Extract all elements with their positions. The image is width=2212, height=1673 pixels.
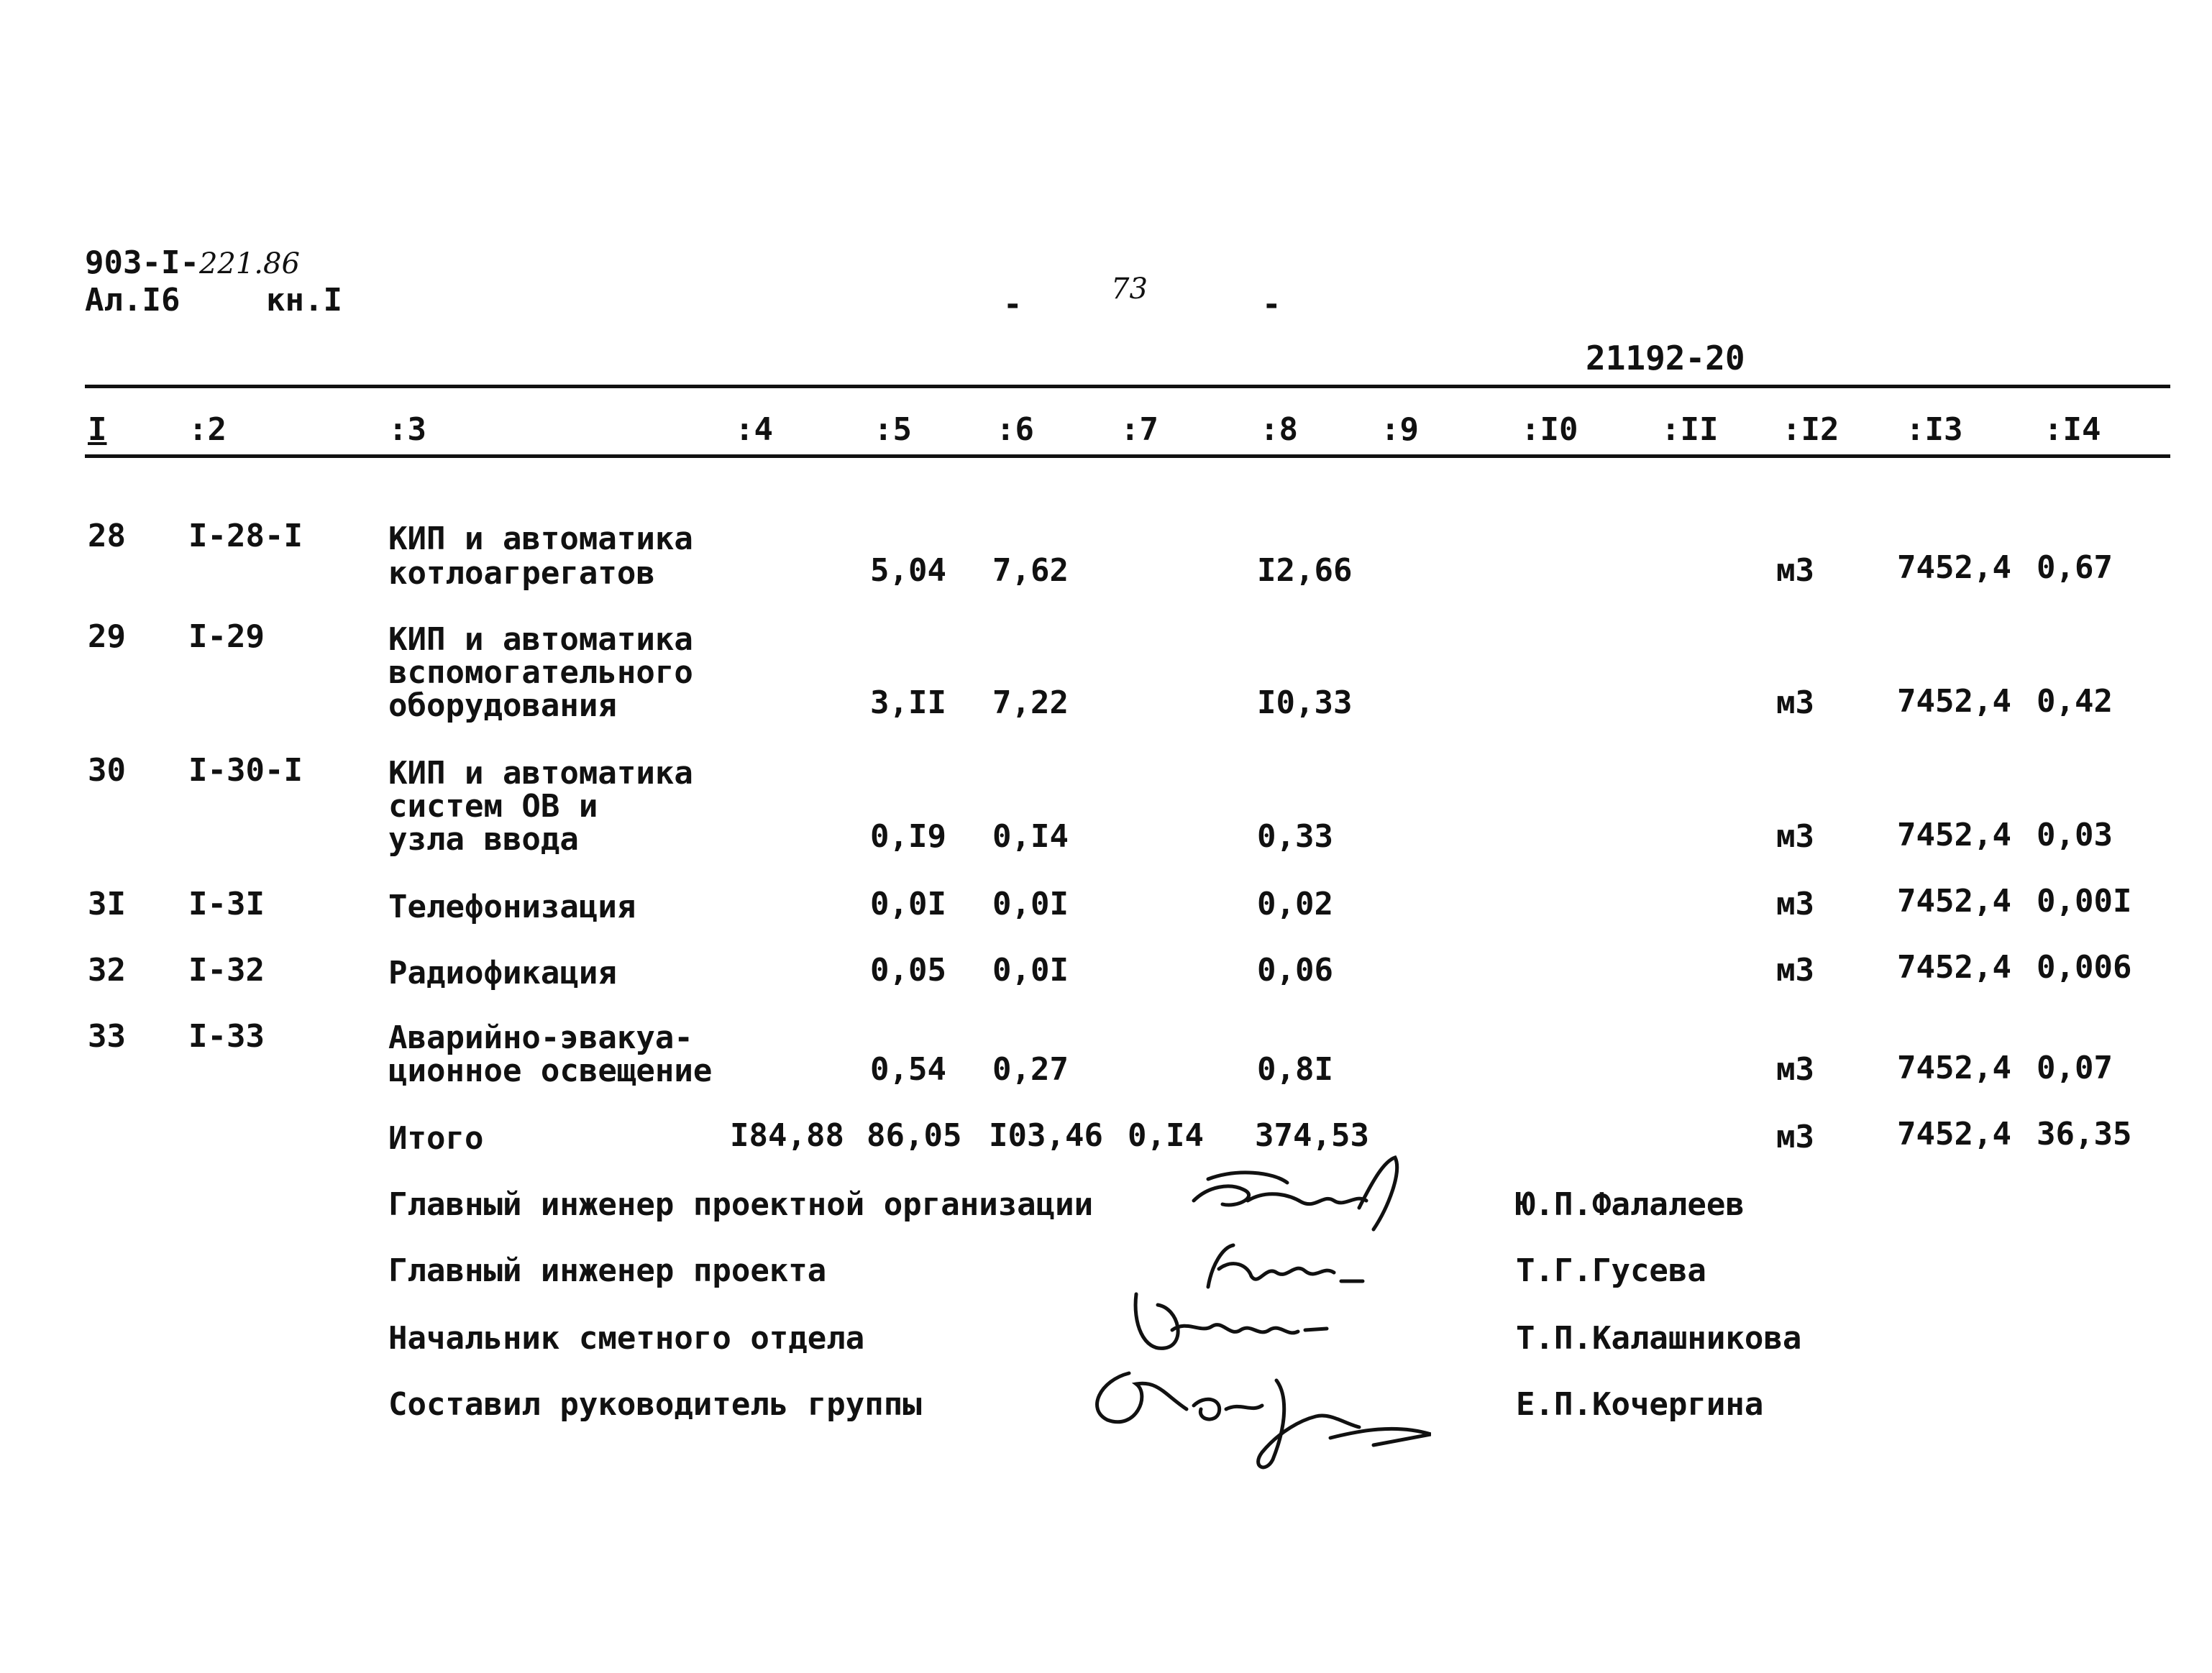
doc-code [85, 246, 300, 281]
col-header-7: :7 [1120, 411, 1158, 448]
signature-name: Е.П.Кочергина [1516, 1386, 1764, 1423]
signature-handwriting [1071, 1352, 1431, 1481]
cell-col6: 7,62 [992, 552, 1069, 589]
signature-role: Главный инженер проектной организации [388, 1186, 1094, 1223]
col-header-11: :II [1661, 411, 1719, 448]
total-unit: м3 [1776, 1119, 1814, 1155]
col-header-4: :4 [735, 411, 773, 448]
row-desc-line: систем ОВ и [388, 788, 598, 825]
page-dash-left: - [1003, 286, 1023, 323]
col-header-3: :3 [388, 411, 426, 448]
row-number: 30 [88, 752, 126, 789]
cell-col13: 7452,4 [1897, 683, 2011, 720]
row-desc-line: вспомогательного [388, 654, 693, 691]
total-col7: 0,I4 [1128, 1117, 1204, 1154]
row-number: 3I [88, 886, 126, 922]
cell-col13: 7452,4 [1897, 949, 2011, 986]
row-desc-line: оборудования [388, 687, 617, 724]
cell-col8: I2,66 [1257, 552, 1353, 589]
cell-col8: 0,8I [1257, 1051, 1333, 1088]
cell-col8: 0,06 [1257, 952, 1333, 989]
cell-col13: 7452,4 [1897, 883, 2011, 920]
cell-col5: 0,05 [870, 952, 946, 989]
col-header-2: :2 [188, 411, 227, 448]
col-header-6: :6 [996, 411, 1034, 448]
cell-col6: 0,0I [992, 886, 1069, 922]
row-desc-line: КИП и автоматика [388, 755, 693, 792]
cell-col14: 0,006 [2037, 949, 2132, 986]
cell-col14: 0,07 [2037, 1050, 2113, 1086]
album-label: Ал.I6 [85, 282, 180, 318]
cell-unit: м3 [1776, 684, 1814, 721]
cell-col14: 0,00I [2037, 883, 2132, 920]
doc-code-typed: 903-I- [85, 244, 199, 281]
signature-role: Начальник сметного отдела [388, 1320, 865, 1357]
col-header-5: :5 [874, 411, 912, 448]
total-col5: 86,05 [867, 1117, 962, 1154]
total-col8: 374,53 [1255, 1117, 1369, 1154]
cell-unit: м3 [1776, 552, 1814, 589]
page-dash-right: - [1262, 286, 1281, 323]
total-col6: I03,46 [989, 1117, 1103, 1154]
col-header-13: :I3 [1906, 411, 1963, 448]
col-header-10: :I0 [1521, 411, 1578, 448]
row-number: 28 [88, 518, 126, 554]
row-code: I-30-I [188, 752, 303, 789]
row-number: 29 [88, 618, 126, 655]
row-desc-line: Аварийно-эвакуа- [388, 1019, 693, 1056]
book-label: кн.I [266, 282, 342, 318]
total-col4: I84,88 [730, 1117, 844, 1154]
cell-col13: 7452,4 [1897, 1050, 2011, 1086]
cell-col5: 3,II [870, 684, 946, 721]
cell-col6: 0,I4 [992, 818, 1069, 855]
doc-code-handwritten: 221.86 [198, 247, 300, 280]
col-header-12: :I2 [1782, 411, 1839, 448]
cell-col5: 0,I9 [870, 818, 946, 855]
row-code: I-32 [188, 952, 265, 989]
row-code: I-3I [188, 886, 265, 922]
cell-col5: 0,54 [870, 1051, 946, 1088]
row-code: I-29 [188, 618, 265, 655]
total-label: Итого [388, 1120, 484, 1157]
col-header-1: I [88, 411, 107, 448]
cell-col13: 7452,4 [1897, 549, 2011, 586]
page-number: 73 [1111, 272, 1148, 306]
cell-col5: 5,04 [870, 552, 946, 589]
signature-role: Главный инженер проекта [388, 1252, 827, 1289]
row-code: I-28-I [188, 518, 303, 554]
cell-col14: 0,03 [2037, 817, 2113, 853]
cell-col8: 0,02 [1257, 886, 1333, 922]
cell-unit: м3 [1776, 1051, 1814, 1088]
row-desc-line: КИП и автоматика [388, 521, 693, 557]
row-desc-line: КИП и автоматика [388, 621, 693, 658]
cell-col14: 0,42 [2037, 683, 2113, 720]
col-header-9: :9 [1381, 411, 1419, 448]
row-desc-line: котлоагрегатов [388, 555, 655, 592]
row-desc-line: Телефонизация [388, 889, 636, 925]
row-number: 32 [88, 952, 126, 989]
signature-role: Составил руководитель группы [388, 1386, 922, 1423]
inventory-number: 21192-20 [1586, 339, 1745, 377]
signature-name: Т.Г.Гусева [1516, 1252, 1706, 1289]
cell-unit: м3 [1776, 886, 1814, 922]
total-col13: 7452,4 [1897, 1116, 2011, 1152]
signature-name: Ю.П.Фалалеев [1516, 1186, 1745, 1223]
cell-col14: 0,67 [2037, 549, 2113, 586]
row-number: 33 [88, 1018, 126, 1055]
row-desc-line: узла ввода [388, 821, 579, 858]
cell-col13: 7452,4 [1897, 817, 2011, 853]
cell-unit: м3 [1776, 818, 1814, 855]
col-header-8: :8 [1260, 411, 1298, 448]
signature-name: Т.П.Калашникова [1516, 1320, 1802, 1357]
cell-unit: м3 [1776, 952, 1814, 989]
total-col14: 36,35 [2037, 1116, 2132, 1152]
cell-col6: 0,0I [992, 952, 1069, 989]
cell-col6: 7,22 [992, 684, 1069, 721]
header-rule [85, 454, 2170, 458]
row-desc-line: ционное освещение [388, 1053, 713, 1089]
cell-col8: I0,33 [1257, 684, 1353, 721]
row-desc-line: Радиофикация [388, 955, 617, 991]
cell-col6: 0,27 [992, 1051, 1069, 1088]
signature-handwriting [1179, 1150, 1409, 1237]
cell-col5: 0,0I [870, 886, 946, 922]
row-code: I-33 [188, 1018, 265, 1055]
col-header-14: :I4 [2044, 411, 2101, 448]
cell-col8: 0,33 [1257, 818, 1333, 855]
top-rule [85, 385, 2170, 388]
